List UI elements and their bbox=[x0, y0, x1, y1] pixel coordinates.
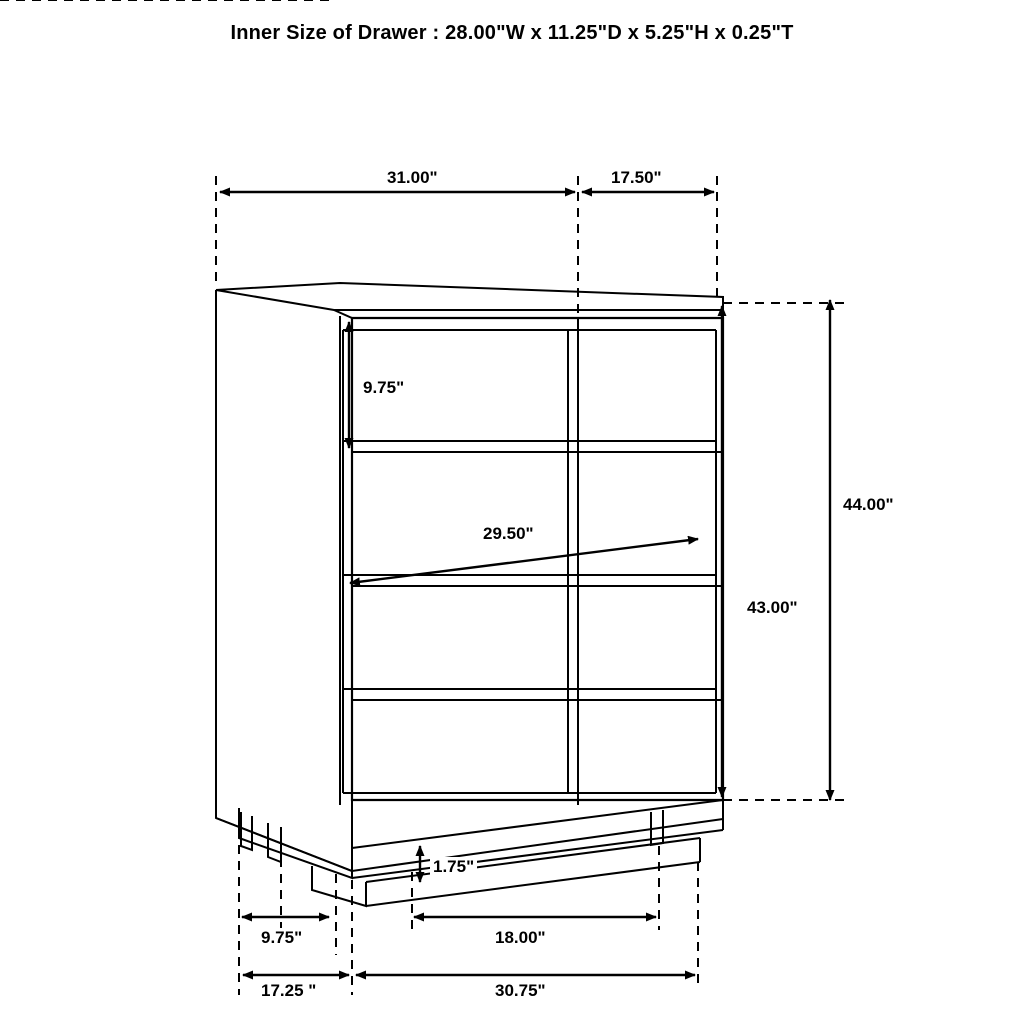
cabinet-outline bbox=[216, 283, 723, 906]
dim-front-width-top: 31.00" bbox=[384, 168, 441, 187]
dim-leg-height: 1.75" bbox=[430, 857, 477, 876]
dim-case-height: 43.00" bbox=[744, 598, 801, 617]
dim-foot-span: 18.00" bbox=[492, 928, 549, 947]
dim-drawer-inner-width: 29.50" bbox=[480, 524, 537, 543]
page-title: Inner Size of Drawer : 28.00"W x 11.25"D x 5.25"H x 0.25"T bbox=[230, 22, 794, 44]
dim-overall-height: 44.00" bbox=[840, 495, 897, 514]
dim-top-drawer-height: 9.75" bbox=[360, 378, 407, 397]
dim-side-depth-top: 17.50" bbox=[608, 168, 665, 187]
dim-base-depth: 17.25 " bbox=[258, 981, 319, 1000]
dim-leg-offset: 9.75" bbox=[258, 928, 305, 947]
dim-base-width: 30.75" bbox=[492, 981, 549, 1000]
